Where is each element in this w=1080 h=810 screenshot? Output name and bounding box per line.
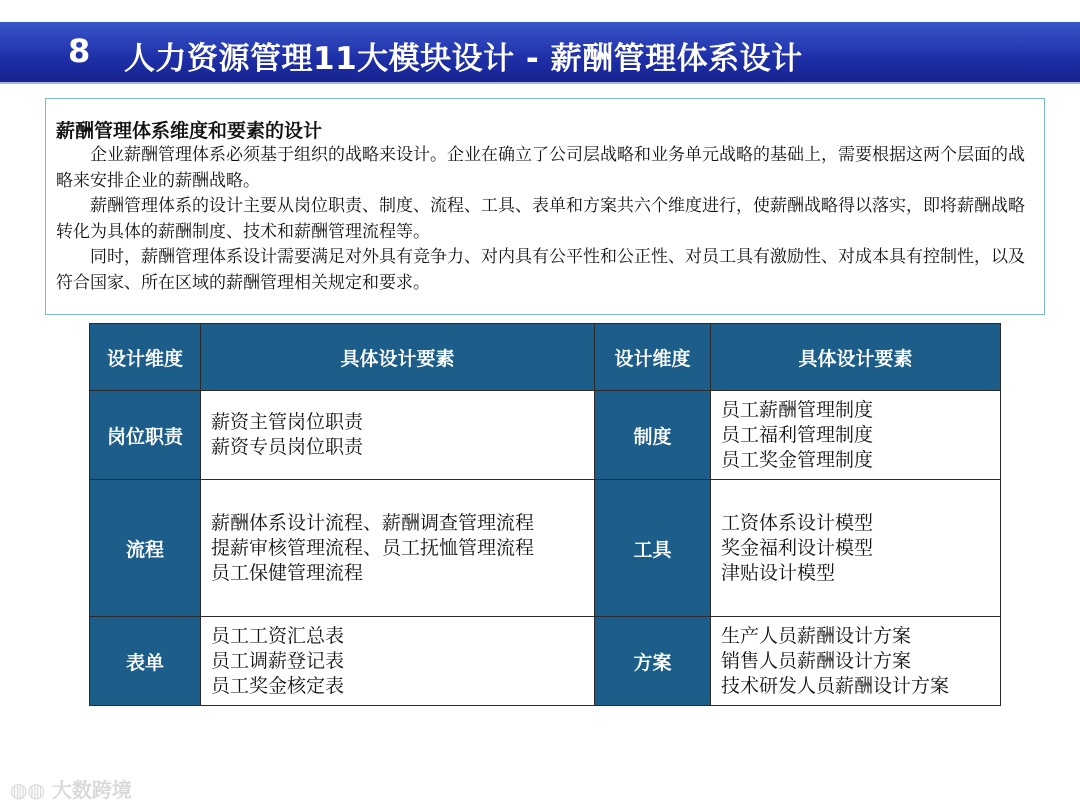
table-header-row	[90, 324, 1001, 391]
watermark-icon: ◍◍	[10, 778, 45, 802]
watermark-logo	[10, 774, 132, 803]
element-item: 销售人员薪酬设计方案	[721, 649, 912, 672]
dimension-cell: 流程	[90, 480, 201, 617]
design-elements-table	[89, 323, 1001, 706]
dimension-cell: 工具	[595, 480, 711, 617]
element-item: 奖金福利设计模型	[721, 536, 874, 559]
dimension-cell: 制度	[595, 391, 711, 480]
intro-paragraph-2: 薪酬管理体系的设计主要从岗位职责、制度、流程、工具、表单和方案共六个维度进行，使薪酬战略得以落实，即将薪酬战略转化为具体的薪酬制度、技术和薪酬管理流程等。	[56, 196, 1025, 242]
watermark-text: 大数跨境	[51, 778, 132, 802]
intro-box	[45, 98, 1045, 315]
column-header-elements: 具体设计要素	[201, 324, 595, 391]
element-item: 津贴设计模型	[721, 561, 836, 584]
table-row	[90, 480, 1001, 617]
elements-cell	[711, 617, 1001, 706]
elements-cell	[201, 391, 595, 480]
element-item: 员工福利管理制度	[721, 423, 874, 446]
dimension-cell: 方案	[595, 617, 711, 706]
element-item: 薪资专员岗位职责	[211, 436, 364, 458]
table-row	[90, 391, 1001, 480]
element-item: 员工薪酬管理制度	[721, 398, 874, 421]
dimension-cell: 岗位职责	[90, 391, 201, 480]
intro-paragraph-3: 同时，薪酬管理体系设计需要满足对外具有竞争力、对内具有公平性和公正性、对员工具有激励性、对成本具有控制性，以及符合国家、所在区域的薪酬管理相关规定和要求。	[56, 247, 1025, 293]
column-header-dimension: 设计维度	[90, 324, 201, 391]
element-item: 员工工资汇总表	[211, 624, 345, 647]
element-item: 员工奖金管理制度	[721, 448, 874, 471]
column-header-dimension: 设计维度	[595, 324, 711, 391]
dimension-cell: 表单	[90, 617, 201, 706]
table-row	[90, 617, 1001, 706]
intro-paragraph-1: 企业薪酬管理体系必须基于组织的战略来设计。企业在确立了公司层战略和业务单元战略的基础上，需要根据这两个层面的战略来安排企业的薪酬战略。	[56, 145, 1025, 191]
elements-cell	[711, 480, 1001, 617]
elements-cell	[711, 391, 1001, 480]
element-item: 提薪审核管理流程、员工抚恤管理流程	[211, 536, 535, 559]
intro-heading: 薪酬管理体系维度和要素的设计	[56, 120, 323, 142]
element-item: 薪资主管岗位职责	[211, 411, 364, 433]
page-title: 人力资源管理11大模块设计 - 薪酬管理体系设计	[124, 41, 803, 77]
element-item: 员工保健管理流程	[211, 561, 364, 584]
element-item: 工资体系设计模型	[721, 511, 874, 534]
section-number: 8	[68, 32, 91, 70]
title-bar	[0, 22, 1080, 84]
element-item: 员工调薪登记表	[211, 649, 345, 672]
element-item: 技术研发人员薪酬设计方案	[721, 674, 950, 697]
column-header-elements: 具体设计要素	[711, 324, 1001, 391]
elements-cell	[201, 480, 595, 617]
element-item: 员工奖金核定表	[211, 674, 345, 697]
elements-cell	[201, 617, 595, 706]
element-item: 薪酬体系设计流程、薪酬调查管理流程	[211, 511, 535, 534]
element-item: 生产人员薪酬设计方案	[721, 624, 912, 647]
